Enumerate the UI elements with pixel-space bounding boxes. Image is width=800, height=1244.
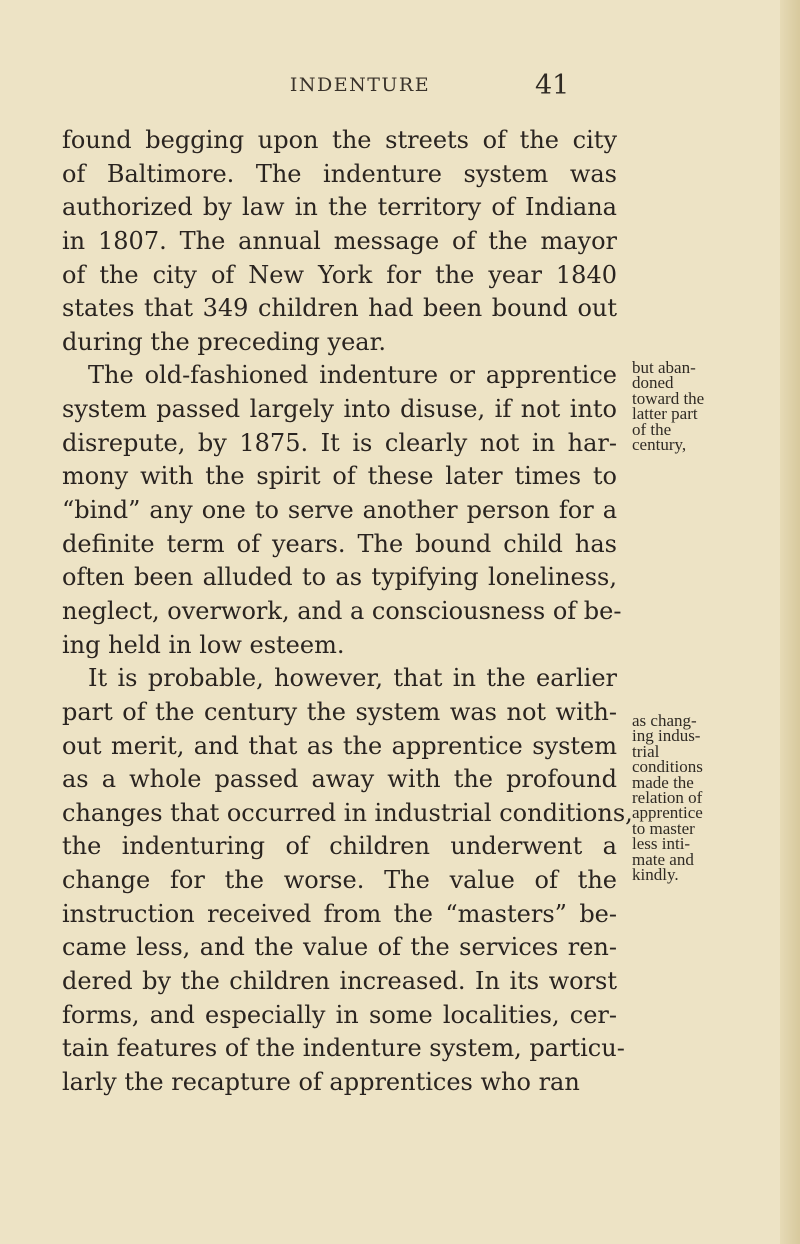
body-line: as a whole passed away with the profound [62, 765, 617, 794]
side-note-line: doned [632, 373, 674, 393]
body-line: neglect, overwork, and a consciousness of be- [62, 596, 622, 625]
side-note-line: apprentice [632, 803, 703, 823]
side-note-line: made the [632, 772, 694, 792]
body-line: The old-fashioned indenture or apprentice [88, 361, 617, 390]
body-line: part of the century the system was not with- [62, 697, 617, 726]
side-note-line: relation of [632, 788, 703, 808]
body-line: It is probable, however, that in the earlier [88, 664, 617, 693]
side-note-line: less inti- [632, 834, 691, 854]
body-line: change for the worse. The value of the [62, 866, 617, 895]
body-line: out merit, and that as the apprentice system [62, 731, 617, 760]
body-line: changes that occurred in industrial conditions, [62, 798, 633, 827]
body-line: of the city of New York for the year 1840 [62, 260, 617, 289]
page-edge [780, 0, 800, 1244]
body-line: instruction received from the “masters” be- [62, 899, 617, 928]
body-line: larly the recapture of apprentices who ran [62, 1067, 580, 1096]
side-note-line: mate and [632, 849, 694, 869]
body-line: of Baltimore. The indenture system was [62, 159, 617, 188]
side-note-line: but aban- [632, 358, 696, 377]
body-line: forms, and especially in some localities, cer- [62, 1000, 617, 1029]
body-line: the indenturing of children underwent a [62, 832, 617, 861]
side-note-line: as chang- [632, 711, 697, 730]
body-line: ing held in low esteem. [62, 630, 345, 659]
side-note-line: kindly. [632, 865, 679, 885]
page-number: 41 [535, 70, 570, 101]
body-line: tain features of the indenture system, particu- [62, 1034, 625, 1063]
body-line: came less, and the value of the services ren- [62, 933, 617, 962]
body-line: authorized by law in the territory of Indiana [62, 193, 617, 222]
body-line: “bind” any one to serve another person for a [62, 496, 617, 525]
side-note-disuse [632, 358, 762, 455]
body-line: in 1807. The annual message of the mayor [62, 226, 617, 255]
body-line: found begging upon the streets of the city [62, 126, 617, 154]
side-note-line: of the [632, 419, 672, 439]
body-line: states that 349 children had been bound out [62, 294, 617, 323]
body-line: mony with the spirit of these later times to [62, 462, 617, 491]
body-line: dered by the children increased. In its worst [62, 967, 617, 996]
body-line: definite term of years. The bound child has [62, 529, 617, 558]
side-note-line: conditions [632, 757, 703, 777]
side-note-line: to master [632, 818, 695, 838]
body-line: disrepute, by 1875. It is clearly not in har- [62, 428, 617, 457]
side-note-line: trial [632, 741, 660, 761]
side-note-line: latter part [632, 404, 698, 424]
body-line: system passed largely into disuse, if not into [62, 395, 617, 424]
side-note-line: ing indus- [632, 726, 701, 746]
side-note-line: century, [632, 435, 687, 455]
running-head: INDENTURE [289, 74, 431, 96]
side-note-line: toward the [632, 388, 705, 408]
side-note-industrial-change [632, 711, 762, 885]
body-line: often been alluded to as typifying loneliness, [62, 563, 617, 592]
body-text [62, 124, 633, 1100]
page-header [0, 70, 800, 104]
body-line: during the preceding year. [62, 327, 387, 356]
